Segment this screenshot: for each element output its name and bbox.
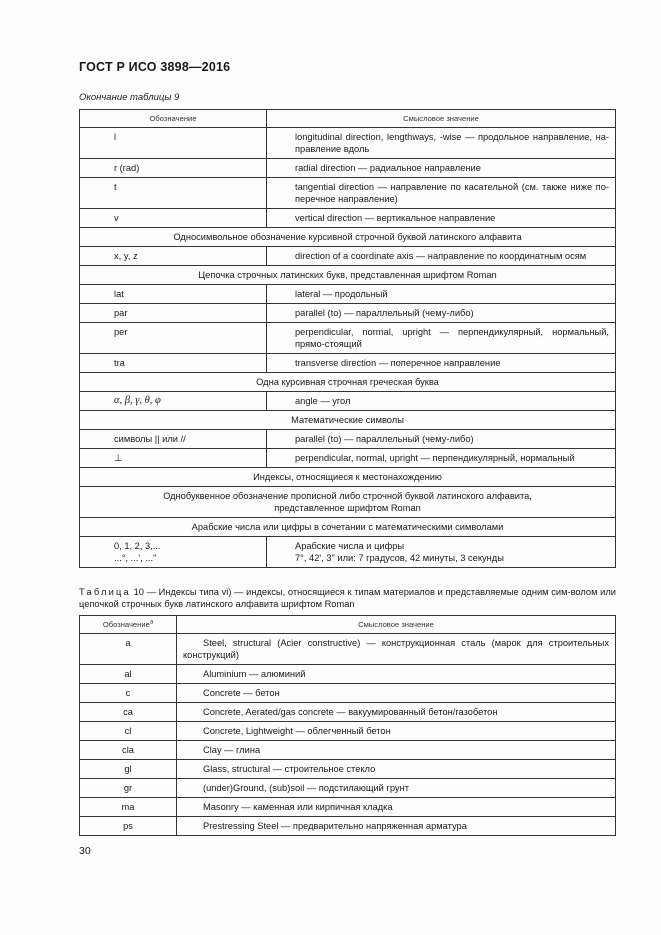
table-row: [80, 128, 616, 159]
table-row: [80, 703, 616, 722]
table-row: [80, 798, 616, 817]
table-row: [80, 449, 616, 468]
symbol-cell: lat: [80, 285, 267, 304]
table-row: [80, 209, 616, 228]
symbol-line: ...°, ...', ...": [114, 553, 157, 563]
meaning-cell: transverse direction — поперечное направление: [267, 354, 616, 373]
symbol-cell: ⊥: [80, 449, 267, 468]
symbol-cell: par: [80, 304, 267, 323]
table-row: [80, 178, 616, 209]
meaning-cell: radial direction — радиальное направление: [267, 159, 616, 178]
symbol-cell: gr: [80, 779, 177, 798]
meaning-cell: Aluminium — алюминий: [177, 665, 616, 684]
meaning-cell: parallel (to) — параллельный (чему-либо): [267, 304, 616, 323]
section-heading: Индексы, относящиеся к местонахождению: [80, 468, 616, 487]
table-row: [80, 247, 616, 266]
table-header-row: [80, 110, 616, 128]
symbol-cell: per: [80, 323, 267, 354]
symbol-cell: t: [80, 178, 267, 209]
section-row: [80, 487, 616, 518]
symbol-cell: [80, 537, 267, 568]
symbol-cell: ca: [80, 703, 177, 722]
symbol-cell: al: [80, 665, 177, 684]
meaning-cell: Concrete — бетон: [177, 684, 616, 703]
meaning-cell: Prestressing Steel — предварительно напряженная арматура: [177, 817, 616, 836]
meaning-cell: lateral — продольный: [267, 285, 616, 304]
section-heading-line: Однобуквенное обозначение прописной либо строчной буквой латинского алфавита,: [163, 491, 532, 501]
symbol-cell: cl: [80, 722, 177, 741]
caption-text: 10 — Индексы типа vi) — индексы, относящиеся к типам материалов и представляемые одним сим-волом или цепочкой строчных букв латинского алфавита шрифтом Roman: [79, 587, 616, 609]
table-header-row: [80, 616, 616, 634]
meaning-cell: [267, 537, 616, 568]
column-header-symbol: Обозначение: [80, 110, 267, 128]
table-row: [80, 285, 616, 304]
meaning-cell: tangential direction — направление по касательной (см. также ниже по-перечное направление): [267, 178, 616, 209]
section-row: [80, 228, 616, 247]
table-row: [80, 304, 616, 323]
meaning-cell: Glass, structural — строительное стекло: [177, 760, 616, 779]
section-row: [80, 518, 616, 537]
table-row: [80, 684, 616, 703]
meaning-line: Арабские числа и цифры: [295, 541, 405, 551]
section-heading: Арабские числа или цифры в сочетании с математическими символами: [80, 518, 616, 537]
column-header-symbol-text: Обозначение: [102, 619, 150, 629]
table-row: [80, 665, 616, 684]
symbol-cell: ma: [80, 798, 177, 817]
section-row: [80, 373, 616, 392]
table-row: [80, 392, 616, 411]
table9-caption: Окончание таблицы 9: [79, 92, 180, 103]
meaning-cell: Steel, structural (Acier constructive) — конструкционная сталь (марок для строительных конструкций): [177, 634, 616, 665]
meaning-cell: Clay — глина: [177, 741, 616, 760]
table-row: [80, 430, 616, 449]
table-row: [80, 323, 616, 354]
section-row: [80, 411, 616, 430]
section-row: [80, 266, 616, 285]
symbol-cell: символы || или //: [80, 430, 267, 449]
section-heading-line: представленное шрифтом Roman: [274, 503, 421, 513]
table-row: [80, 159, 616, 178]
meaning-cell: perpendicular, normal, upright — перпендикулярный, нормальный, прямо-стоящий: [267, 323, 616, 354]
symbol-cell: tra: [80, 354, 267, 373]
table-9: [79, 109, 616, 568]
table-row: [80, 760, 616, 779]
meaning-line: 7°, 42', 3" или: 7 градусов, 42 минуты, 3 секунды: [295, 553, 504, 563]
table-row: [80, 354, 616, 373]
table-row: [80, 634, 616, 665]
section-heading: Цепочка строчных латинских букв, представленная шрифтом Roman: [80, 266, 616, 285]
column-header-meaning: Смысловое значение: [267, 110, 616, 128]
meaning-cell: (under)Ground, (sub)soil — подстилающий грунт: [177, 779, 616, 798]
table-row: [80, 741, 616, 760]
section-heading: Математические символы: [80, 411, 616, 430]
footnote-marker: a: [149, 618, 154, 625]
symbol-cell: l: [80, 128, 267, 159]
symbol-cell: cla: [80, 741, 177, 760]
meaning-cell: parallel (to) — параллельный (чему-либо): [267, 430, 616, 449]
meaning-cell: angle — угол: [267, 392, 616, 411]
section-heading: [80, 487, 616, 518]
symbol-cell: x, y, z: [80, 247, 267, 266]
column-header-meaning: Смысловое значение: [177, 616, 616, 634]
table10-caption: [79, 586, 616, 610]
meaning-cell: vertical direction — вертикальное направление: [267, 209, 616, 228]
symbol-cell: c: [80, 684, 177, 703]
section-row: [80, 468, 616, 487]
meaning-cell: Concrete, Aerated/gas concrete — вакуумированный бетон/газобетон: [177, 703, 616, 722]
table-row: [80, 722, 616, 741]
symbol-cell: v: [80, 209, 267, 228]
table-row: [80, 779, 616, 798]
symbol-cell: ps: [80, 817, 177, 836]
column-header-symbol: [80, 616, 177, 634]
symbol-cell: α, β, γ, θ, φ: [80, 392, 267, 411]
meaning-cell: Concrete, Lightweight — облегченный бетон: [177, 722, 616, 741]
page-number: 30: [79, 845, 91, 857]
symbol-line: 0, 1, 2, 3,...: [114, 541, 161, 551]
symbol-cell: r (rad): [80, 159, 267, 178]
table-row: [80, 537, 616, 568]
caption-label: Таблица: [79, 587, 131, 597]
section-heading: Односимвольное обозначение курсивной строчной буквой латинского алфавита: [80, 228, 616, 247]
meaning-cell: perpendicular, normal, upright — перпендикулярный, нормальный: [267, 449, 616, 468]
section-heading: Одна курсивная строчная греческая буква: [80, 373, 616, 392]
table-row: [80, 817, 616, 836]
symbol-cell: gl: [80, 760, 177, 779]
meaning-cell: longitudinal direction, lengthways, -wise — продольное направление, на-правление вдоль: [267, 128, 616, 159]
page-header: ГОСТ Р ИСО 3898—2016: [79, 60, 231, 74]
meaning-cell: Masonry — каменная или кирпичная кладка: [177, 798, 616, 817]
symbol-cell: a: [80, 634, 177, 665]
table-10: [79, 615, 616, 836]
meaning-cell: direction of a coordinate axis — направление по координатным осям: [267, 247, 616, 266]
